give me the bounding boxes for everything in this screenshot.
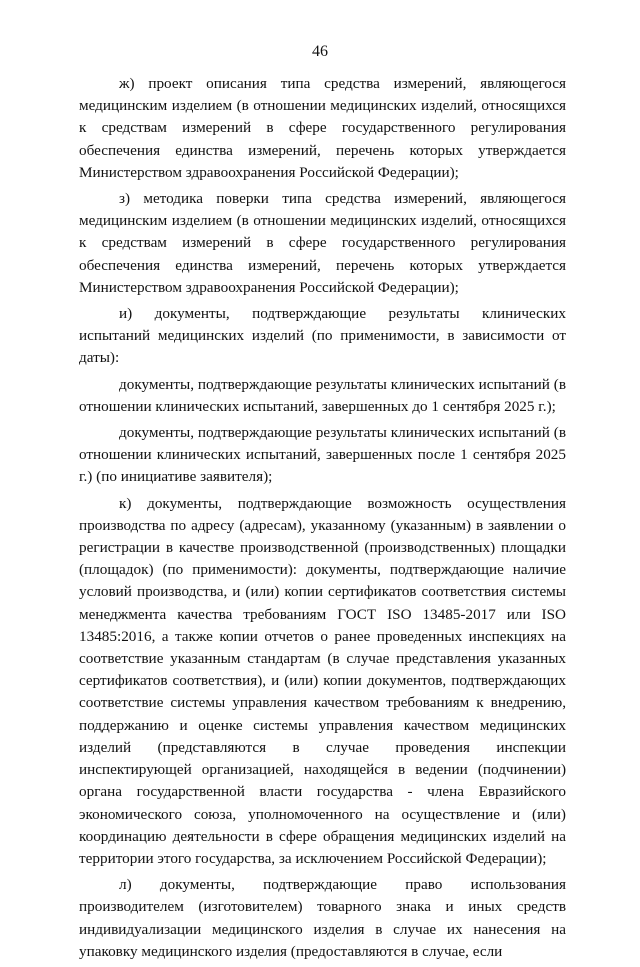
- paragraph-item-i: и) документы, подтверждающие результаты клинических испытаний медицинских изделий (по применимости, в зависимости от даты):: [79, 305, 566, 367]
- paragraph-item-z: з) методика поверки типа средства измерений, являющегося медицинским изделием (в отношении медицинских изделий, относящихся к средствам измерений в сфере государственного регулирования обеспечения единства измерений, перечень которых утверждается Министерством здравоохранения Российской Федерации);: [79, 190, 566, 296]
- paragraph-item-zh: ж) проект описания типа средства измерений, являющегося медицинским изделием (в отношении медицинских изделий, относящихся к средствам измерений в сфере государственного регулирования обеспечения единства измерений, перечень которых утверждается Министерством здравоохранения Российской Федерации);: [79, 75, 566, 181]
- document-body: [79, 73, 566, 967]
- page-number: 46: [312, 43, 328, 60]
- paragraph-item-k: к) документы, подтверждающие возможность осуществления производства по адресу (адресам), указанному (указанным) в заявлении о регистрации в качестве производственной (производственных) площадки (площадок) (по применимости): документы, подтверждающие наличие условий производства, и (или) копии сертификатов соответствия системы менеджмента качества требованиям ГОСТ ISO 13485-2017 или ISO 13485:2016, а также копии отчетов о ранее проведенных инспекциях на соответствие указанным стандартам (в случае представления указанных сертификатов соответствия), и (или) копии документов, подтверждающих соответствие системы управления качеством требованиям к внедрению, поддержанию и оценке системы управления качеством медицинских изделий (представляются в случае проведения инспекции инспектирующей организацией, находящейся в ведении (подчинении) органа государственной власти государства - члена Евразийского экономического союза, уполномоченного на осуществление и (или) координацию деятельности в сфере обращения медицинских изделий на территории этого государства, за исключением Российской Федерации);: [79, 494, 566, 867]
- paragraph-clinical-after: документы, подтверждающие результаты клинических испытаний (в отношении клинических испытаний, завершенных после 1 сентября 2025 г.) (по инициативе заявителя);: [79, 424, 566, 486]
- paragraph-clinical-before: документы, подтверждающие результаты клинических испытаний (в отношении клинических испытаний, завершенных до 1 сентября 2025 г.);: [79, 375, 566, 415]
- paragraph-item-l: л) документы, подтверждающие право использования производителем (изготовителем) товарного знака и иных средств индивидуализации медицинского изделия в случае их нанесения на упаковку медицинского изделия (предоставляются в случае, если: [79, 876, 566, 960]
